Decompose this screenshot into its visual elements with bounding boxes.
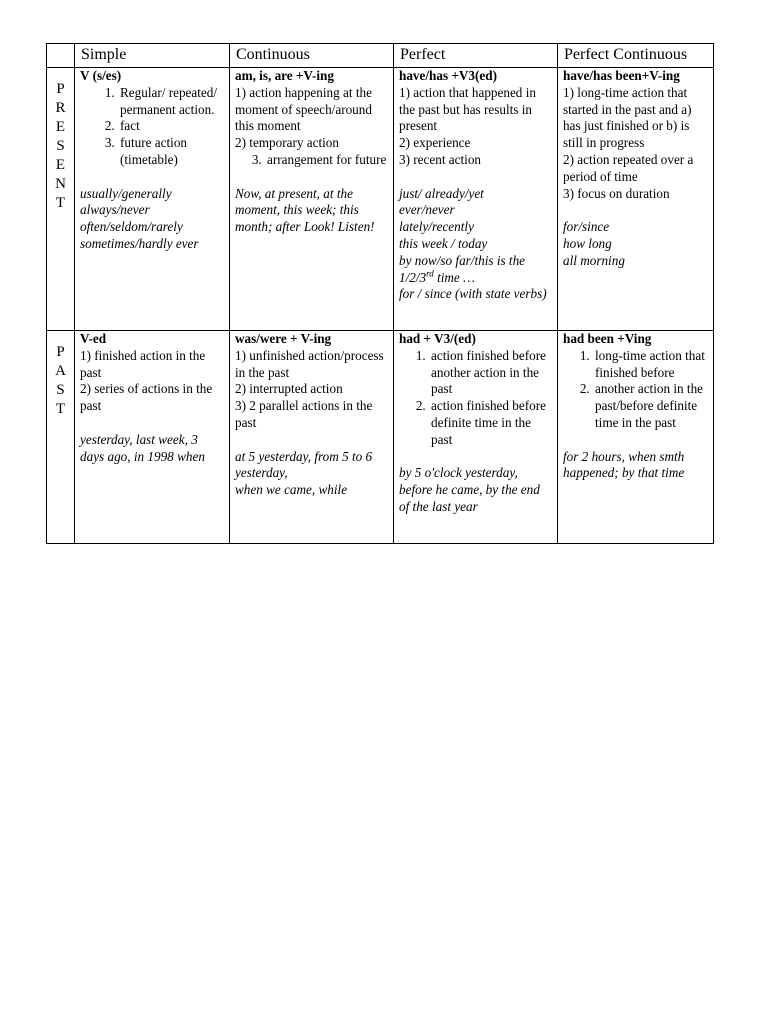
time-markers: at 5 yesterday, from 5 to 6 yesterday, when we came, while — [235, 448, 373, 498]
present-continuous-cell: am, is, are +V-ing 1) action happening at the moment of speech/around this moment 2) temporary action 3. arrangement for future Now, at present, at the moment, this week; this month; after Look! Listen! — [230, 68, 394, 331]
tenses-table — [46, 43, 714, 544]
past-label: P A S T — [47, 331, 75, 544]
time-markers: Now, at present, at the moment, this week; this month; after Look! Listen! — [235, 185, 375, 235]
past-perfect-cell — [394, 331, 558, 544]
usage-list: 3. arrangement for future — [235, 152, 389, 169]
usage-list: 1. action finished before another action in the past 2. action finished before definite time in the past — [399, 348, 553, 449]
header-row — [47, 44, 714, 68]
time-markers: usually/generally always/never often/seldom/rarely sometimes/hardly ever — [80, 185, 199, 251]
formula: had been +Ving — [563, 331, 652, 346]
present-row — [47, 68, 714, 331]
time-markers: for/since how long all morning — [563, 219, 625, 268]
formula: V-ed — [80, 331, 107, 346]
present-label: P R E S E N T — [47, 68, 75, 331]
formula: was/were + V-ing — [235, 331, 332, 346]
header-perfect: Perfect — [394, 44, 558, 68]
past-row — [47, 331, 714, 544]
present-perfect-continuous-cell: have/has been+V-ing 1) long-time action that started in the past and a) has just finished or b) is still in progress 2) action repeated over a period of time 3) focus on duration for/since how long all morning — [558, 68, 714, 331]
formula: had + V3/(ed) — [399, 331, 476, 346]
header-continuous: Continuous — [230, 44, 394, 68]
time-markers: just/ already/yet ever/never lately/recently this week / today by now/so far/this is the 1/2/3rd time … for / since (with state verbs) — [399, 185, 547, 302]
present-perfect-cell: have/has +V3(ed) 1) action that happened in the past but has results in present 2) experience 3) recent action just/ already/yet ever/never lately/recently this week / today by now/so far/this is the 1/2/3rd time … for / since (with state verbs) — [394, 68, 558, 331]
time-markers: by 5 o'clock yesterday, before he came, by the end of the last year — [399, 465, 540, 514]
formula: have/has +V3(ed) — [399, 68, 497, 83]
past-simple-cell: V-ed 1) finished action in the past 2) series of actions in the past yesterday, last week, 3 days ago, in 1998 when — [75, 331, 230, 544]
past-perfect-continuous-cell — [558, 331, 714, 544]
time-markers: yesterday, last week, 3 days ago, in 1998 when — [80, 431, 205, 464]
present-simple-cell — [75, 68, 230, 331]
header-simple: Simple — [75, 44, 230, 68]
formula: V (s/es) — [80, 68, 122, 83]
past-continuous-cell: was/were + V-ing 1) unfinished action/process in the past 2) interrupted action 3) 2 parallel actions in the past at 5 yesterday, from 5 to 6 yesterday, when we came, while — [230, 331, 394, 544]
corner-cell — [47, 44, 75, 68]
usage-list: 1. long-time action that finished before 2. another action in the past/before definite time in the past — [563, 348, 709, 432]
formula: have/has been+V-ing — [563, 68, 680, 83]
time-markers: for 2 hours, when smth happened; by that time — [563, 448, 685, 481]
header-perfect-continuous: Perfect Continuous — [558, 44, 714, 68]
usage-list: 1. Regular/ repeated/ permanent action. 2. fact 3. future action (timetable) — [80, 85, 225, 169]
formula: am, is, are +V-ing — [235, 68, 334, 83]
